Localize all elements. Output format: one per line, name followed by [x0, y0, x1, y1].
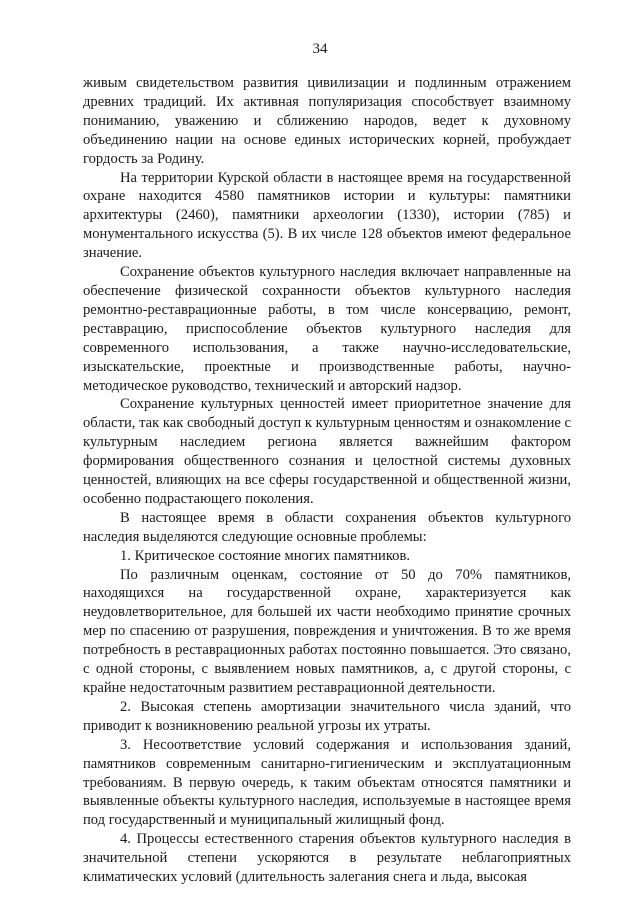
- problem-item-4: 4. Процессы естественного старения объектов культурного наследия в значительной степени ускоряются в результате неблагоприятных климатических условий (длительность залегания снега и льда, высокая: [83, 831, 571, 886]
- problem-item-3: 3. Несоответствие условий содержания и использования зданий, памятников современным санитарно-гигиеническим и эксплуатационным требованиям. В первую очередь, к таким объектам относятся памятники и выявленные объекты культурного наследия, используемые в настоящее время под государственный и муниципальный жилищный фонд.: [83, 736, 571, 829]
- paragraph-monuments-count: На территории Курской области в настоящее время на государственной охране находится 4580 памятников истории и культуры: памятники архитектуры (2460), памятники археологии (1330), истории (785) и монументального искусства (5). В их числе 128 объектов имеют федеральное значение.: [83, 169, 571, 262]
- problem-item-2: 2. Высокая степень амортизации значительного числа зданий, что приводит к возникновению реальной угрозы их утраты.: [83, 698, 571, 734]
- paragraph-preservation-scope: Сохранение объектов культурного наследия включает направленные на обеспечение физической сохранности объектов культурного наследия ремонтно-реставрационные работы, в том числе консервацию, ремонт, реставрацию, приспособление объектов культурного наследия для современного использования, а также научно-исследовательские, изыскательские, проектные и производственные работы, научно-методическое руководство, технический и авторский надзор.: [83, 264, 571, 394]
- paragraph-condition-estimates: По различным оценкам, состояние от 50 до 70% памятников, находящихся на государственной охране, характеризуется как неудовлетворительное, для большей их части необходимо принятие срочных мер по спасению от разрушения, повреждения и уничтожения. В то же время потребность в реставрационных работах постоянно повышается. Это связано, с одной стороны, с выявлением новых памятников, а, с другой стороны, с крайне недостаточным развитием реставрационной деятельности.: [83, 566, 571, 696]
- paragraph-continuation: живым свидетельством развития цивилизации и подлинным отражением древних традиций. Их активная популяризация способствует взаимному пониманию, уважению и сближению народов, ведет к духовному объединению нации на основе единых исторических корней, пробуждает гордость за Родину.: [83, 75, 571, 167]
- document-body: [83, 74, 571, 887]
- page-number: 34: [312, 41, 328, 57]
- paragraph-problems-intro: В настоящее время в области сохранения объектов культурного наследия выделяются следующие основные проблемы:: [83, 509, 571, 545]
- paragraph-cultural-values: Сохранение культурных ценностей имеет приоритетное значение для области, так как свободный доступ к культурным ценностям и ознакомление с культурным наследием региона является важнейшим фактором формирования общественного сознания и целостной системы духовных ценностей, влияющих на все сферы государственной и общественной жизни, особенно подрастающего поколения.: [83, 396, 571, 507]
- problem-heading-1: 1. Критическое состояние многих памятников.: [120, 547, 411, 564]
